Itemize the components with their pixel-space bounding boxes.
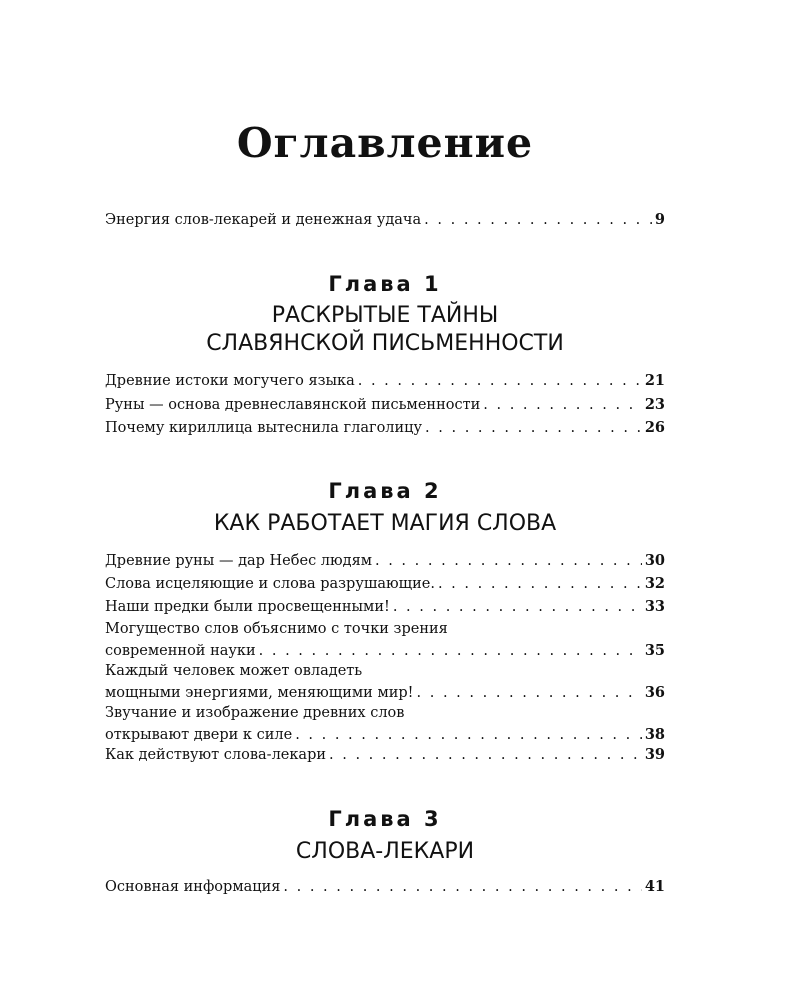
entry-page: 30 bbox=[644, 552, 665, 569]
dot-leader bbox=[417, 683, 642, 704]
dot-leader bbox=[425, 418, 642, 439]
toc-entry[interactable] bbox=[105, 744, 665, 766]
toc-entry[interactable] bbox=[105, 394, 665, 416]
entry-page: 41 bbox=[644, 878, 665, 895]
entry-page: 23 bbox=[644, 396, 665, 413]
toc-entry[interactable] bbox=[105, 596, 665, 618]
entry-title: современной науки bbox=[105, 643, 256, 659]
entry-page: 32 bbox=[644, 575, 665, 592]
dot-leader bbox=[329, 745, 642, 766]
entry-title: Энергия слов-лекарей и денежная удача bbox=[105, 212, 422, 228]
entry-page: 36 bbox=[644, 684, 665, 701]
entry-title: мощными энергиями, меняющими мир! bbox=[105, 685, 414, 701]
entry-page: 26 bbox=[644, 419, 665, 436]
entry-page: 39 bbox=[644, 746, 665, 763]
dot-leader bbox=[393, 597, 642, 618]
entry-page: 33 bbox=[644, 598, 665, 615]
toc-entry-intro[interactable] bbox=[105, 209, 665, 231]
dot-leader bbox=[438, 574, 642, 595]
toc-entry[interactable] bbox=[105, 876, 665, 898]
toc-entry[interactable] bbox=[105, 703, 665, 746]
entry-title-line: Могущество слов объяснимо с точки зрения bbox=[105, 621, 448, 637]
chapter-3-number: Глава 3 bbox=[328, 807, 442, 831]
entry-title: Древние истоки могучего языка bbox=[105, 373, 355, 389]
dot-leader bbox=[424, 210, 652, 231]
entry-title: Руны — основа древнеславянской письменности bbox=[105, 397, 481, 413]
chapter-2-number: Глава 2 bbox=[328, 479, 442, 503]
dot-leader bbox=[358, 371, 642, 392]
entry-title: Основная информация bbox=[105, 879, 281, 895]
toc-entry[interactable] bbox=[105, 619, 665, 662]
chapter-1-title-line-1: РАСКРЫТЫЕ ТАЙНЫ bbox=[271, 303, 499, 328]
chapter-1-number: Глава 1 bbox=[328, 272, 442, 296]
entry-title: Наши предки были просвещенными! bbox=[105, 599, 390, 615]
chapter-3-title-line-1: СЛОВА-ЛЕКАРИ bbox=[295, 839, 475, 864]
dot-leader bbox=[295, 725, 642, 746]
entry-title: Как действуют слова-лекари bbox=[105, 747, 327, 763]
toc-entry[interactable] bbox=[105, 661, 665, 704]
entry-title: открывают двери к силе bbox=[105, 727, 293, 743]
dot-leader bbox=[283, 877, 641, 898]
entry-title-line: Звучание и изображение древних слов bbox=[105, 705, 405, 721]
page-title: Оглавление bbox=[236, 119, 534, 167]
dot-leader bbox=[483, 395, 642, 416]
entry-page: 35 bbox=[644, 642, 665, 659]
chapter-1-title-line-2: СЛАВЯНСКОЙ ПИСЬМЕННОСТИ bbox=[206, 331, 564, 356]
entry-page: 21 bbox=[644, 372, 665, 389]
entry-title: Древние руны — дар Небес людям bbox=[105, 553, 372, 569]
toc-entry[interactable] bbox=[105, 550, 665, 572]
chapter-2-title-line-1: КАК РАБОТАЕТ МАГИЯ СЛОВА bbox=[213, 511, 557, 536]
entry-page: 38 bbox=[644, 726, 665, 743]
entry-title: Почему кириллица вытеснила глаголицу bbox=[105, 420, 423, 436]
entry-title: Слова исцеляющие и слова разрушающие. bbox=[105, 576, 435, 592]
dot-leader bbox=[259, 641, 642, 662]
toc-entry[interactable] bbox=[105, 417, 665, 439]
toc-entry[interactable] bbox=[105, 370, 665, 392]
entry-page: 9 bbox=[654, 211, 665, 228]
toc-entry[interactable] bbox=[105, 573, 665, 595]
entry-title-line: Каждый человек может овладеть bbox=[105, 663, 363, 679]
dot-leader bbox=[375, 551, 642, 572]
